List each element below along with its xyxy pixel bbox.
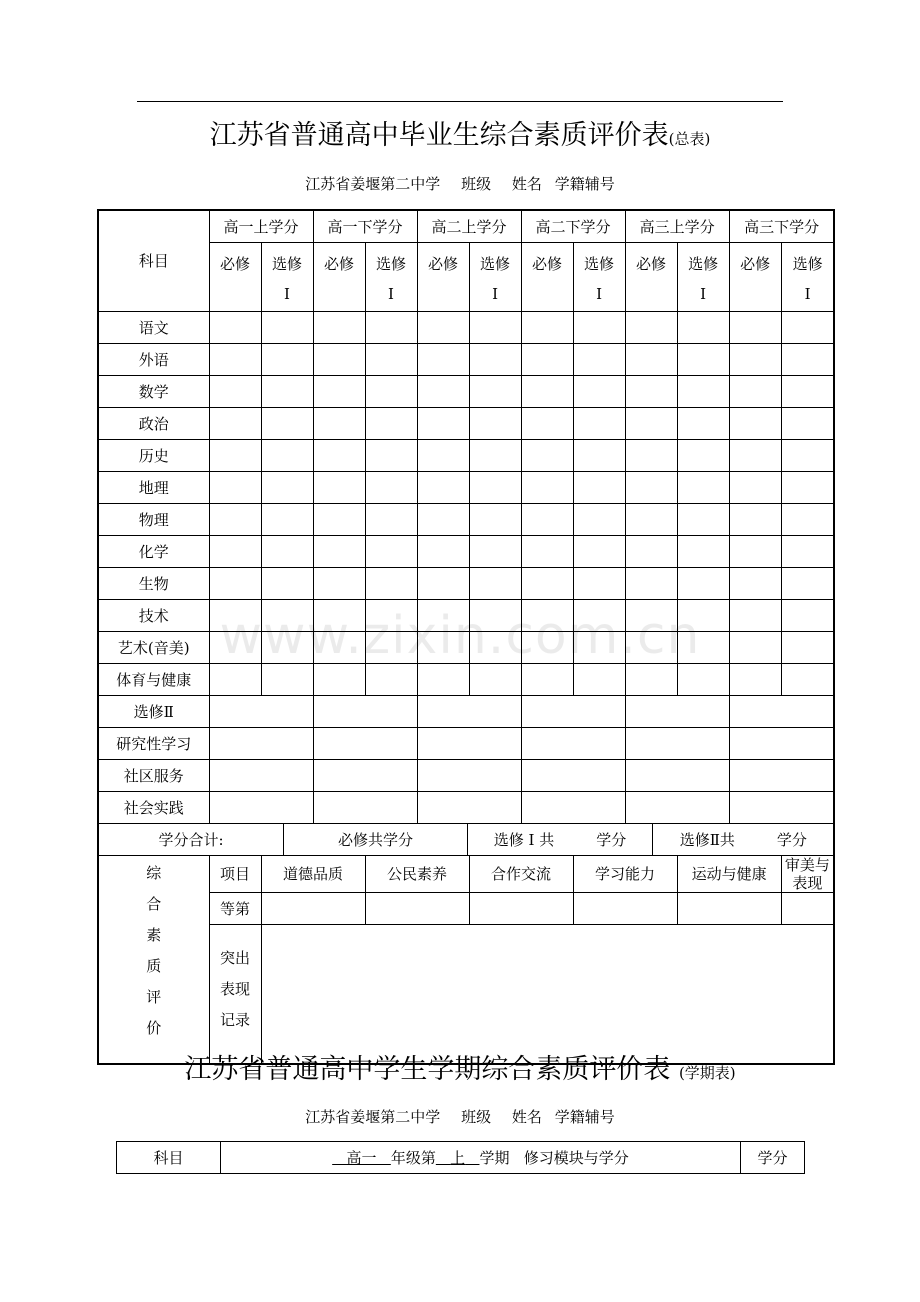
credit-cell[interactable] [729, 664, 781, 696]
credit-cell[interactable] [573, 376, 625, 408]
elective1-total: 选修 I 共 学分 [467, 824, 652, 855]
semester-subject-header: 科目 [117, 1142, 221, 1174]
credit-cell[interactable] [781, 440, 834, 472]
term-credit-cell[interactable] [209, 696, 313, 728]
credit-cell[interactable] [677, 504, 729, 536]
semester-class-label: 班级 [461, 1108, 492, 1126]
credit-cell[interactable] [261, 408, 313, 440]
credit-cell[interactable] [261, 504, 313, 536]
credit-cell[interactable] [469, 600, 521, 632]
semester-credit-header: 学分 [741, 1142, 805, 1174]
grade-value: 高一 [346, 1149, 377, 1167]
credit-cell[interactable] [313, 664, 365, 696]
credit-cell[interactable] [209, 440, 261, 472]
quality-vertical-label: 综 合 素 质 评 价 [98, 856, 209, 1065]
title-suffix: (总表) [668, 130, 711, 148]
quality-category: 合作交流 [469, 856, 573, 893]
credit-cell[interactable] [469, 312, 521, 344]
credit-cell[interactable] [729, 344, 781, 376]
credit-cell[interactable] [625, 568, 677, 600]
subject-label: 数学 [98, 376, 209, 408]
required-header: 必修 [313, 243, 365, 312]
activity-row [98, 728, 834, 760]
term-header: 高一上学分 [209, 210, 313, 243]
credit-cell[interactable] [209, 344, 261, 376]
subject-row [98, 632, 834, 664]
credit-cell[interactable] [781, 408, 834, 440]
credit-cell[interactable] [209, 408, 261, 440]
credit-cell[interactable] [729, 312, 781, 344]
credit-cell[interactable] [261, 632, 313, 664]
activity-label: 研究性学习 [98, 728, 209, 760]
class-label: 班级 [461, 175, 492, 193]
quality-category: 运动与健康 [677, 856, 781, 893]
credit-cell[interactable] [573, 408, 625, 440]
credit-cell[interactable] [261, 344, 313, 376]
credit-cell[interactable] [625, 312, 677, 344]
credit-cell[interactable] [573, 504, 625, 536]
grade-cell[interactable] [365, 893, 469, 925]
activity-row [98, 792, 834, 824]
credit-cell[interactable] [417, 344, 469, 376]
credit-cell[interactable] [469, 376, 521, 408]
credit-cell[interactable] [469, 664, 521, 696]
term-credit-cell[interactable] [521, 696, 625, 728]
credit-cell[interactable] [677, 408, 729, 440]
credit-cell[interactable] [729, 472, 781, 504]
credit-cell[interactable] [417, 376, 469, 408]
activity-label: 社会实践 [98, 792, 209, 824]
credit-cell[interactable] [209, 664, 261, 696]
credit-cell[interactable] [469, 632, 521, 664]
credit-cell[interactable] [417, 408, 469, 440]
credit-cell[interactable] [417, 312, 469, 344]
credit-cell[interactable] [365, 568, 417, 600]
term-credit-cell[interactable] [209, 760, 313, 792]
credit-cell[interactable] [313, 376, 365, 408]
credit-summary-table [97, 209, 835, 1065]
required-total: 必修共学分 [283, 824, 467, 855]
grade-label: 等第 [209, 893, 261, 925]
credit-cell[interactable] [521, 568, 573, 600]
credit-cell[interactable] [625, 600, 677, 632]
credit-cell[interactable] [625, 536, 677, 568]
credit-cell[interactable] [573, 344, 625, 376]
term-header: 高三下学分 [729, 210, 834, 243]
credit-cell[interactable] [365, 440, 417, 472]
subject-label: 语文 [98, 312, 209, 344]
credit-cell[interactable] [365, 472, 417, 504]
subject-row [98, 408, 834, 440]
credit-cell[interactable] [729, 408, 781, 440]
subject-row [98, 376, 834, 408]
school-name: 江苏省姜堰第二中学 [305, 175, 441, 193]
credit-cell[interactable] [781, 312, 834, 344]
credit-cell[interactable] [365, 664, 417, 696]
credit-cell[interactable] [521, 344, 573, 376]
credit-cell[interactable] [573, 664, 625, 696]
credit-cell[interactable] [365, 600, 417, 632]
credit-cell[interactable] [417, 504, 469, 536]
term-credit-cell[interactable] [417, 696, 521, 728]
subject-label: 历史 [98, 440, 209, 472]
credit-cell[interactable] [313, 344, 365, 376]
credit-cell[interactable] [469, 408, 521, 440]
credit-cell[interactable] [521, 664, 573, 696]
elective-header: 选修 I [469, 243, 521, 312]
semester-school-name: 江苏省姜堰第二中学 [305, 1108, 441, 1126]
semester-reg-label: 学籍辅号 [554, 1108, 615, 1126]
subject-label: 政治 [98, 408, 209, 440]
credit-cell[interactable] [729, 632, 781, 664]
credit-cell[interactable] [365, 408, 417, 440]
term-credit-cell[interactable] [729, 792, 834, 824]
required-header: 必修 [625, 243, 677, 312]
semester-term-header [221, 1142, 741, 1174]
quality-category: 学习能力 [573, 856, 677, 893]
credit-cell[interactable] [261, 312, 313, 344]
required-header: 必修 [729, 243, 781, 312]
credit-cell[interactable] [781, 664, 834, 696]
credit-cell[interactable] [313, 600, 365, 632]
grade-cell[interactable] [573, 893, 677, 925]
term-credit-cell[interactable] [729, 760, 834, 792]
record-label: 突出 表现 记录 [209, 925, 261, 1065]
term-credit-cell[interactable] [729, 728, 834, 760]
elective-header: 选修 I [261, 243, 313, 312]
credit-cell[interactable] [469, 568, 521, 600]
term-credit-cell[interactable] [417, 728, 521, 760]
credit-cell[interactable] [625, 632, 677, 664]
grade-cell[interactable] [261, 893, 365, 925]
credit-cell[interactable] [521, 536, 573, 568]
credit-cell[interactable] [521, 376, 573, 408]
subject-label: 外语 [98, 344, 209, 376]
credit-cell[interactable] [209, 568, 261, 600]
grade-cell[interactable] [469, 893, 573, 925]
term-header: 高一下学分 [313, 210, 417, 243]
quality-item-row [98, 856, 834, 893]
credit-cell[interactable] [261, 376, 313, 408]
credit-cell[interactable] [729, 536, 781, 568]
credit-cell[interactable] [521, 408, 573, 440]
credit-cell[interactable] [261, 472, 313, 504]
credit-cell[interactable] [417, 664, 469, 696]
credit-cell[interactable] [677, 600, 729, 632]
credit-cell[interactable] [625, 664, 677, 696]
credit-cell[interactable] [365, 632, 417, 664]
credit-cell[interactable] [313, 408, 365, 440]
credit-cell[interactable] [209, 376, 261, 408]
credit-cell[interactable] [365, 504, 417, 536]
credit-cell[interactable] [521, 600, 573, 632]
credit-cell[interactable] [781, 536, 834, 568]
term-text: 学期 [479, 1149, 510, 1167]
credit-cell[interactable] [729, 568, 781, 600]
subject-row [98, 440, 834, 472]
credit-cell[interactable] [365, 344, 417, 376]
credit-cell[interactable] [261, 568, 313, 600]
page-title [0, 120, 920, 155]
subject-label: 技术 [98, 600, 209, 632]
item-label: 项目 [209, 856, 261, 893]
watermark: www.zixin.com.cn [219, 606, 701, 666]
credit-cell[interactable] [781, 472, 834, 504]
credit-cell[interactable] [365, 536, 417, 568]
subject-row [98, 472, 834, 504]
credit-cell[interactable] [261, 664, 313, 696]
activity-label: 社区服务 [98, 760, 209, 792]
credit-cell[interactable] [781, 568, 834, 600]
credit-cell[interactable] [313, 568, 365, 600]
required-header: 必修 [417, 243, 469, 312]
term-credit-cell[interactable] [521, 792, 625, 824]
credit-cell[interactable] [625, 376, 677, 408]
subject-label: 地理 [98, 472, 209, 504]
credit-cell[interactable] [469, 344, 521, 376]
subject-row [98, 312, 834, 344]
term-header: 高二上学分 [417, 210, 521, 243]
credit-cell[interactable] [781, 504, 834, 536]
subject-label: 体育与健康 [98, 664, 209, 696]
subject-row [98, 568, 834, 600]
credit-cell[interactable] [417, 536, 469, 568]
subject-label: 生物 [98, 568, 209, 600]
term-value: 上 [450, 1149, 466, 1167]
term-credit-cell[interactable] [729, 696, 834, 728]
grade-cell[interactable] [781, 893, 834, 925]
credit-cell[interactable] [261, 440, 313, 472]
credit-cell[interactable] [209, 632, 261, 664]
term-credit-cell[interactable] [417, 792, 521, 824]
credit-cell[interactable] [677, 536, 729, 568]
activity-row [98, 696, 834, 728]
subject-label: 物理 [98, 504, 209, 536]
elective-header: 选修 I [573, 243, 625, 312]
semester-table [116, 1141, 805, 1174]
semester-title [0, 1054, 920, 1089]
credit-cell[interactable] [521, 440, 573, 472]
credit-cell[interactable] [573, 568, 625, 600]
credit-cell[interactable] [521, 632, 573, 664]
credit-cell[interactable] [521, 312, 573, 344]
subject-row [98, 536, 834, 568]
credit-cell[interactable] [573, 600, 625, 632]
grade-text: 年级第 [390, 1149, 436, 1167]
credit-cell[interactable] [209, 312, 261, 344]
quality-category: 审美与表现 [781, 856, 834, 893]
term-credit-cell[interactable] [209, 728, 313, 760]
credit-cell[interactable] [521, 472, 573, 504]
credit-cell[interactable] [209, 504, 261, 536]
elective-header: 选修 I [677, 243, 729, 312]
subject-row [98, 504, 834, 536]
term-header: 高三上学分 [625, 210, 729, 243]
elective2-total: 选修Ⅱ共 学分 [652, 824, 834, 855]
credit-cell[interactable] [365, 376, 417, 408]
reg-label: 学籍辅号 [554, 175, 615, 193]
elective-header: 选修 I [781, 243, 834, 312]
credit-cell[interactable] [625, 472, 677, 504]
credit-total-label: 学分合计: [158, 830, 224, 849]
credit-cell[interactable] [573, 440, 625, 472]
credit-cell[interactable] [625, 408, 677, 440]
subject-label: 艺术(音美) [98, 632, 209, 664]
required-header: 必修 [521, 243, 573, 312]
credit-cell[interactable] [209, 536, 261, 568]
term-credit-cell[interactable] [313, 792, 417, 824]
term-credit-cell[interactable] [625, 696, 729, 728]
credit-cell[interactable] [313, 472, 365, 504]
semester-header-info [0, 1107, 920, 1127]
activity-row [98, 760, 834, 792]
credit-cell[interactable] [781, 344, 834, 376]
credit-cell[interactable] [417, 600, 469, 632]
credit-cell[interactable] [625, 440, 677, 472]
credit-cell[interactable] [417, 632, 469, 664]
credit-cell[interactable] [573, 536, 625, 568]
term-credit-cell[interactable] [417, 760, 521, 792]
credit-cell[interactable] [625, 504, 677, 536]
credit-cell[interactable] [677, 344, 729, 376]
name-label: 姓名 [511, 175, 542, 193]
credit-cell[interactable] [469, 472, 521, 504]
credit-cell[interactable] [729, 376, 781, 408]
modules-text: 修习模块与学分 [523, 1149, 629, 1167]
term-credit-cell[interactable] [625, 792, 729, 824]
credit-cell[interactable] [781, 600, 834, 632]
credit-cell[interactable] [677, 440, 729, 472]
subject-label: 化学 [98, 536, 209, 568]
credit-cell[interactable] [677, 632, 729, 664]
term-credit-cell[interactable] [521, 728, 625, 760]
credit-cell[interactable] [729, 440, 781, 472]
credit-cell[interactable] [469, 536, 521, 568]
term-credit-cell[interactable] [521, 760, 625, 792]
header-info [0, 174, 920, 194]
credit-cell[interactable] [209, 472, 261, 504]
credit-total-row [98, 824, 834, 856]
subject-header: 科目 [98, 210, 209, 312]
term-credit-cell[interactable] [625, 760, 729, 792]
credit-cell[interactable] [781, 632, 834, 664]
semester-title-suffix: (学期表) [678, 1064, 736, 1082]
credit-cell[interactable] [469, 440, 521, 472]
term-credit-cell[interactable] [313, 728, 417, 760]
credit-cell[interactable] [261, 536, 313, 568]
credit-cell[interactable] [209, 600, 261, 632]
quality-category: 道德品质 [261, 856, 365, 893]
credit-cell[interactable] [521, 504, 573, 536]
credit-cell[interactable] [417, 440, 469, 472]
credit-cell[interactable] [573, 632, 625, 664]
term-header: 高二下学分 [521, 210, 625, 243]
credit-cell[interactable] [781, 376, 834, 408]
record-area[interactable] [261, 925, 834, 1065]
credit-cell[interactable] [313, 536, 365, 568]
grade-cell[interactable] [677, 893, 781, 925]
required-header: 必修 [209, 243, 261, 312]
credit-cell[interactable] [677, 376, 729, 408]
credit-cell[interactable] [573, 472, 625, 504]
credit-cell[interactable] [469, 504, 521, 536]
quality-section [98, 856, 834, 1065]
credit-cell[interactable] [677, 568, 729, 600]
subject-row [98, 600, 834, 632]
credit-cell[interactable] [313, 504, 365, 536]
quality-category: 公民素养 [365, 856, 469, 893]
credit-cell[interactable] [729, 504, 781, 536]
credit-cell[interactable] [417, 472, 469, 504]
term-credit-cell[interactable] [625, 728, 729, 760]
credit-cell[interactable] [365, 312, 417, 344]
credit-cell[interactable] [677, 664, 729, 696]
elective-header: 选修 I [365, 243, 417, 312]
credit-cell[interactable] [625, 344, 677, 376]
quality-grade-row [98, 893, 834, 925]
credit-cell[interactable] [313, 632, 365, 664]
quality-record-row [98, 925, 834, 1065]
term-credit-cell[interactable] [313, 696, 417, 728]
subject-row [98, 664, 834, 696]
credit-cell[interactable] [417, 568, 469, 600]
top-rule [137, 101, 783, 102]
activity-label: 选修Ⅱ [98, 696, 209, 728]
semester-name-label: 姓名 [511, 1108, 542, 1126]
credit-cell[interactable] [677, 472, 729, 504]
title-main: 江苏省普通高中毕业生综合素质评价表 [209, 120, 669, 151]
term-credit-cell[interactable] [313, 760, 417, 792]
credit-cell[interactable] [313, 312, 365, 344]
credit-cell[interactable] [677, 312, 729, 344]
subject-row [98, 344, 834, 376]
credit-cell[interactable] [261, 600, 313, 632]
credit-cell[interactable] [729, 600, 781, 632]
credit-cell[interactable] [313, 440, 365, 472]
semester-title-main: 江苏省普通高中学生学期综合素质评价表 [184, 1054, 671, 1085]
term-credit-cell[interactable] [209, 792, 313, 824]
credit-cell[interactable] [573, 312, 625, 344]
